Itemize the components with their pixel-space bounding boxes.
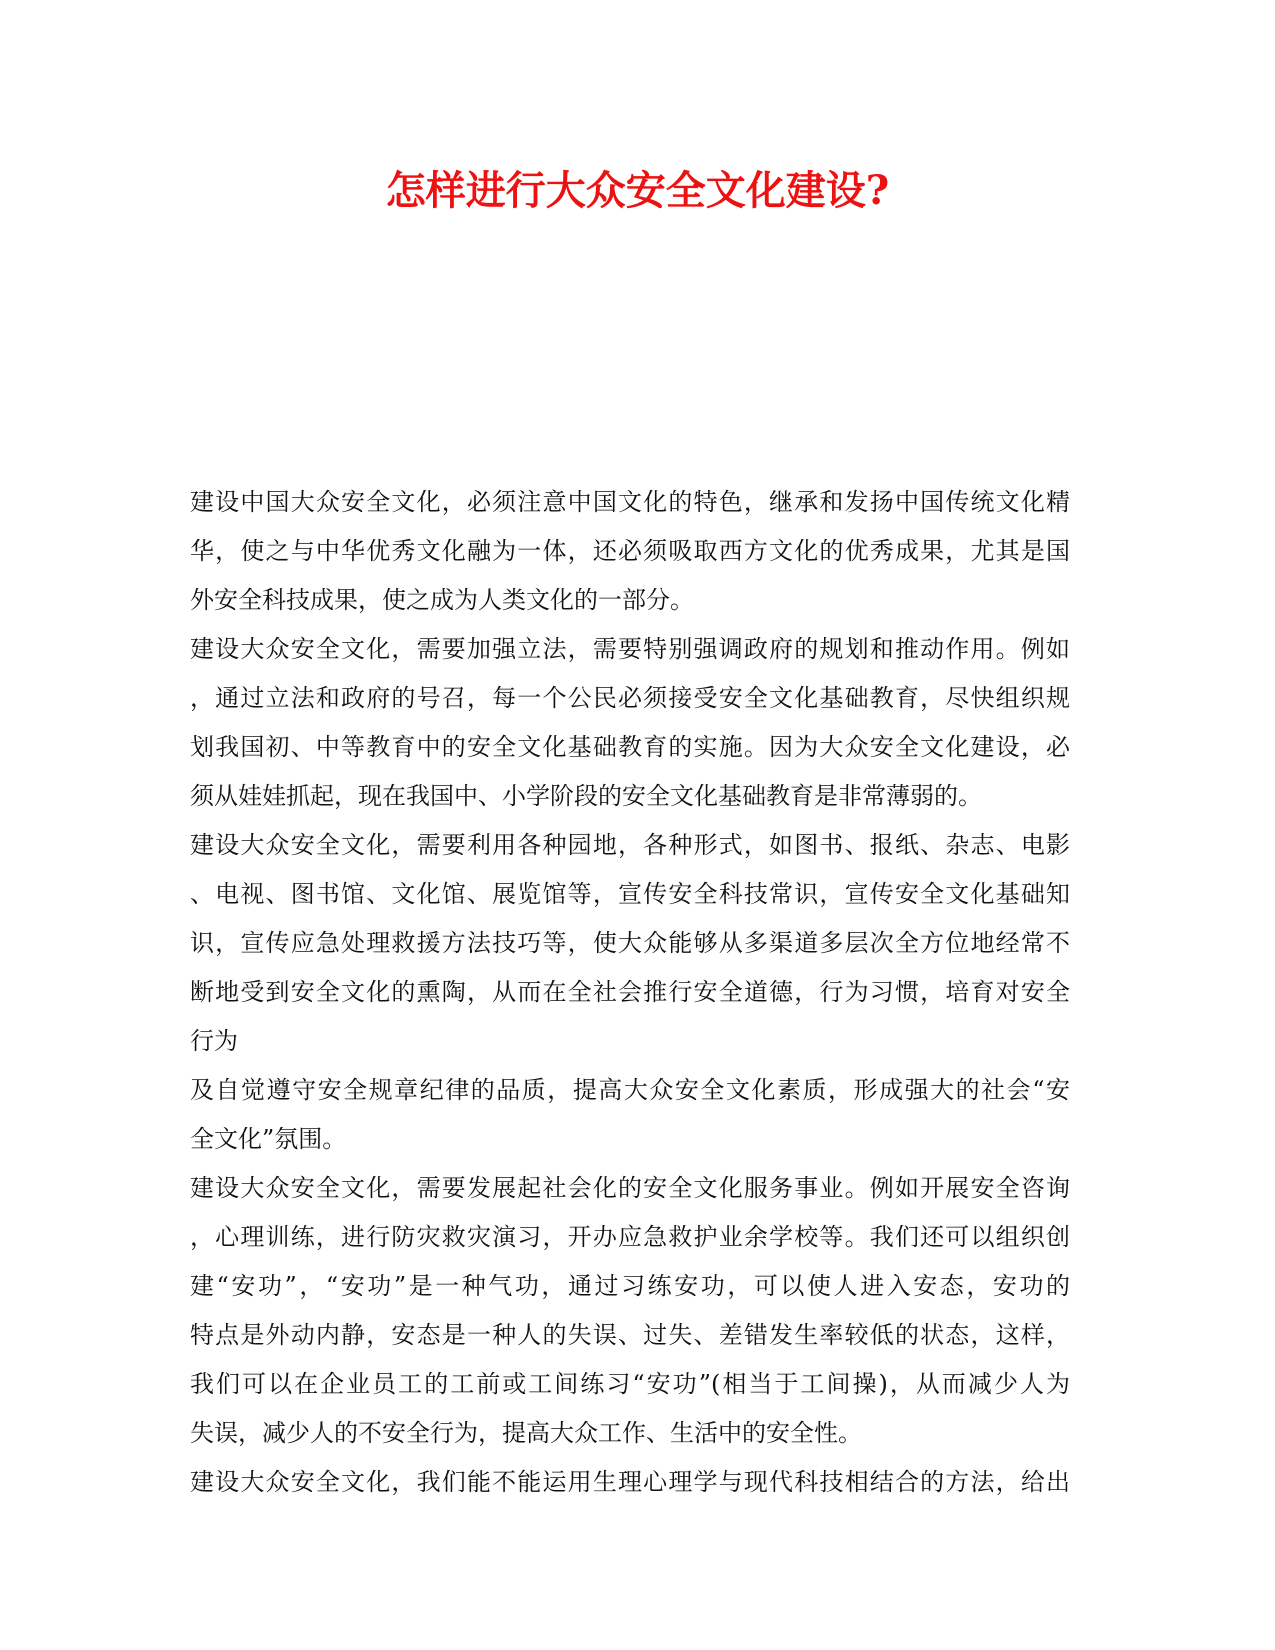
text-line: 建设大众安全文化，需要利用各种园地，各种形式，如图书、报纸、杂志、电影 (190, 831, 1070, 859)
text-line: 、电视、图书馆、文化馆、展览馆等，宣传安全科技常识，宣传安全文化基础知 (190, 880, 1070, 908)
text-line: ，通过立法和政府的号召，每一个公民必须接受安全文化基础教育，尽快组织规 (190, 684, 1070, 712)
document-body (190, 478, 1070, 1507)
text-line: 须从娃娃抓起，现在我国中、小学阶段的安全文化基础教育是非常薄弱的。 (190, 782, 982, 810)
text-line: 划我国初、中等教育中的安全文化基础教育的实施。因为大众安全文化建设，必 (190, 733, 1070, 761)
text-line: 建设中国大众安全文化，必须注意中国文化的特色，继承和发扬中国传统文化精 (190, 488, 1070, 516)
text-line: ，心理训练，进行防灾救灾演习，开办应急救护业余学校等。我们还可以组织创 (190, 1223, 1070, 1251)
document-title: 怎样进行大众安全文化建设? (385, 167, 890, 214)
text-line: 建设大众安全文化，需要加强立法，需要特别强调政府的规划和推动作用。例如 (190, 635, 1070, 663)
text-line: 我们可以在企业员工的工前或工间练习“安功”(相当于工间操)，从而减少人为 (190, 1370, 1070, 1398)
text-line: 特点是外动内静，安态是一种人的失误、过失、差错发生率较低的状态，这样， (190, 1321, 1070, 1349)
text-line: 识，宣传应急处理救援方法技巧等，使大众能够从多渠道多层次全方位地经常不 (190, 929, 1070, 957)
text-line: 建设大众安全文化，我们能不能运用生理心理学与现代科技相结合的方法，给出 (190, 1468, 1070, 1496)
text-line: 断地受到安全文化的熏陶，从而在全社会推行安全道德，行为习惯，培育对安全 (190, 978, 1070, 1006)
text-line: 建设大众安全文化，需要发展起社会化的安全文化服务事业。例如开展安全咨询 (190, 1174, 1070, 1202)
text-line: 华，使之与中华优秀文化融为一体，还必须吸取西方文化的优秀成果，尤其是国 (190, 537, 1070, 565)
text-line: 建“安功”，“安功”是一种气功，通过习练安功，可以使人进入安态，安功的 (190, 1272, 1070, 1300)
text-line: 行为 (190, 1027, 238, 1055)
text-line: 外安全科技成果，使之成为人类文化的一部分。 (190, 586, 694, 614)
text-line: 全文化”氛围。 (190, 1125, 347, 1153)
text-line: 及自觉遵守安全规章纪律的品质，提高大众安全文化素质，形成强大的社会“安 (190, 1076, 1070, 1104)
text-line: 失误，减少人的不安全行为，提高大众工作、生活中的安全性。 (190, 1419, 862, 1447)
